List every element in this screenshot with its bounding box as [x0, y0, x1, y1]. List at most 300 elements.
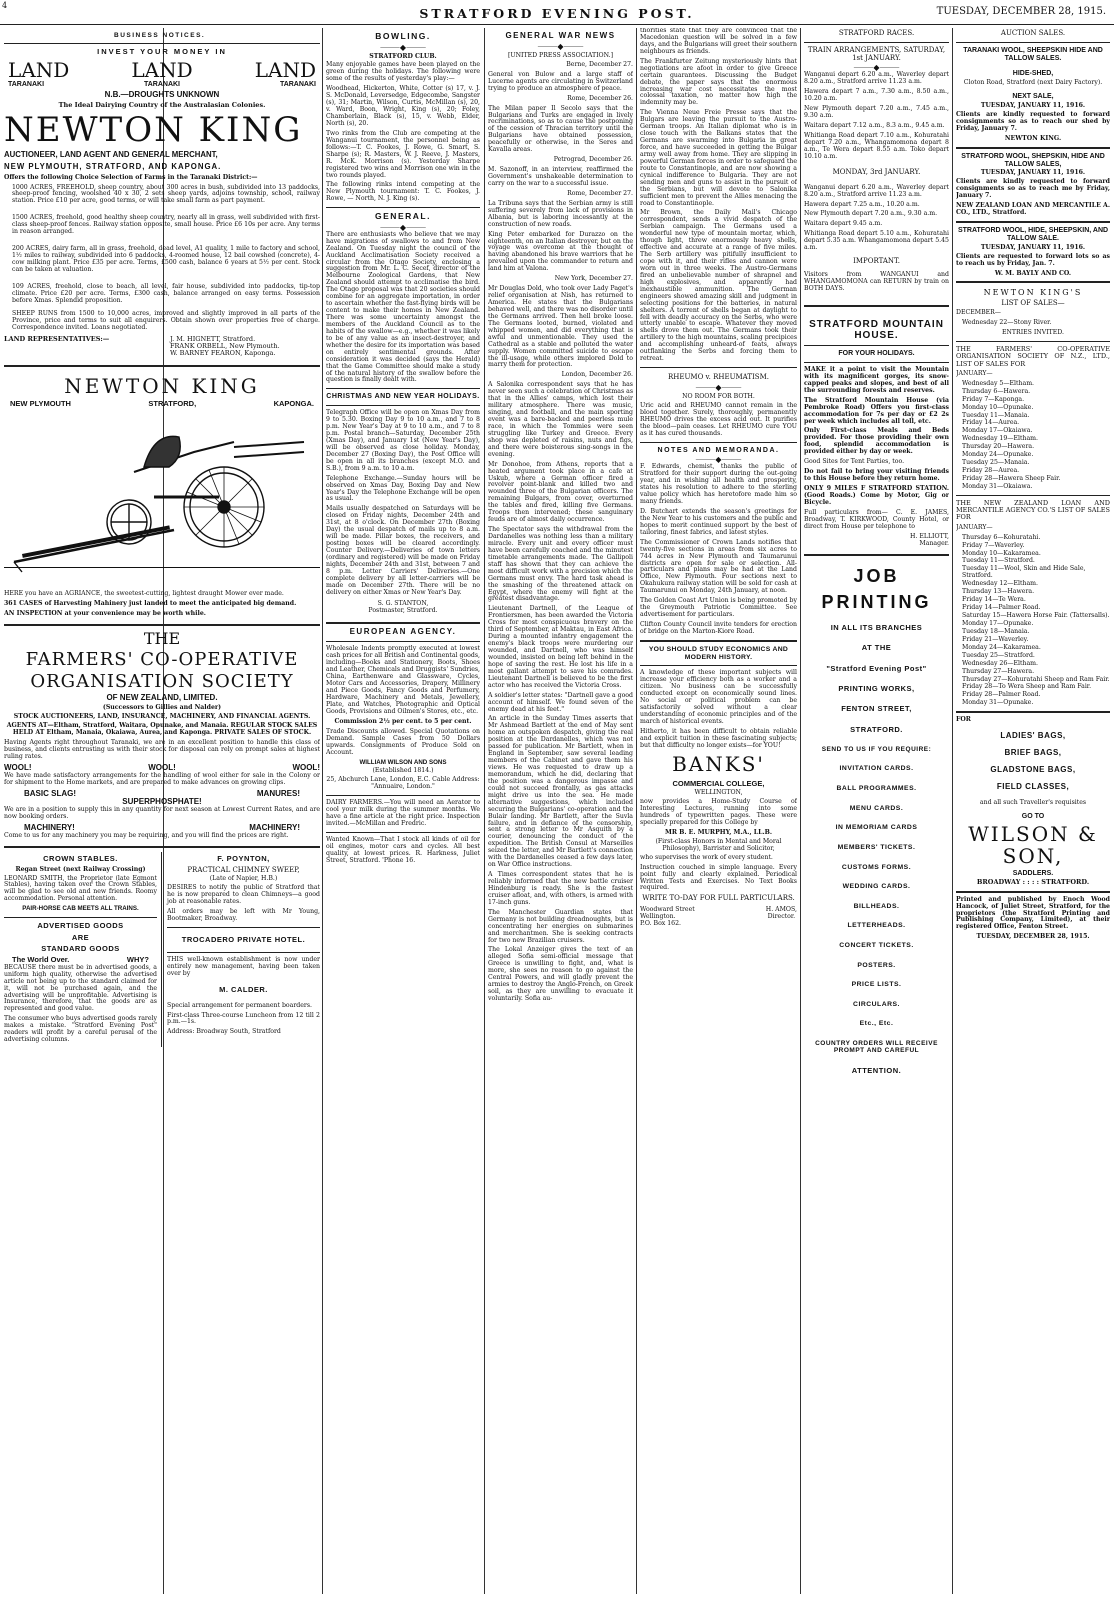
article-paragraph: Two rinks from the Club are competing at the Wanganui tournament, the personnel being as follows:—T. C. Fookes, J. Rowe, G. Smart, S. Sharpe (s); R. Masters, W. J. Reeve, J. Masters, R. McK. Morrison (s). Yesterday Sharpe registered two wins and Morrison one win in the two rounds played. [326, 129, 480, 179]
bowling-heading: BOWLING. [375, 31, 431, 41]
jp-item: BALL PROGRAMMES. [836, 785, 917, 793]
mower-illustration [4, 412, 320, 587]
jp-title: PRINTING [821, 591, 932, 612]
bottom-ads [4, 852, 320, 1047]
euro-text: Wholesale Indents promptly executed at lowest cash prices for all British and Continental goods, including—Books and Stationery, Boots, Shoes and Leather, Chemicals and Druggists' Sundries, China, Earthenware and Glassware, Cycles, Motor Cars and Accessories, Drapery, Millinery and Piece Goods, Fancy Goods and Perfumery, Hardware, Machinery and Metals, Jewellery, Plate, and Watches, Photographic and Optical Goods, Provisions and Oilmen's Stores, etc., etc. [326, 645, 480, 715]
sale-item: Friday 28—Palmer Road. [962, 691, 1041, 699]
nk-wed: Wednesday 22—Stony River. [962, 319, 1052, 327]
a3-title: STRATFORD WOOL, HIDE, SHEEPSKIN, AND TALLOW SALE. [957, 227, 1109, 242]
mh-text: Do not fail to bring your visiting friends to this House before they return home. [804, 468, 949, 483]
war-paragraph: M. Sazonoff, in an interview, reaffirmed the Government's unshakeable determination to carry on the war to a successful issue. [488, 166, 633, 187]
sign-line: H. ELLIOTT, [909, 532, 949, 540]
a3-text: Clients are requested to forward lots so as to reach us by Friday, Jan. 7. [956, 252, 1110, 267]
war-paragraph: A Salonika correspondent says that he has never seen such a celebration of Christmas as that in the Allies' camps, which lost their military atmosphere. There was music, singing, and football, and the main sporting event was a bare-backed and peerless mule race, in which the Tommies were seen struggling like Turkey and Greece. Every shop was depleted of raisins, nuts and figs, and there were boisterous sing-songs in the evening. [488, 381, 633, 458]
sale-item: Monday 10—Opunake. [962, 403, 1034, 411]
war-paragraph: A Times correspondent states that he is reliably informed that the new battle cruiser Hindenburg is ready. She is the fastest cruiser afloat, and, with others, is armed with 17-inch guns. [488, 871, 633, 906]
town: STRATFORD, [148, 398, 197, 408]
world-word: The World Over. [12, 955, 70, 965]
jp-item: WEDDING CARDS. [842, 883, 911, 891]
column-rule [800, 28, 801, 1594]
goods-tail: and all such Traveller's requisites [979, 799, 1087, 807]
farm-listing: SHEEP RUNS from 1500 to 10,000 acres, improved and slightly improved in all parts of the Province, price and terms to suit all enquirers. Obtain shown over properties free of charge. Correspondence invited. Loans negotiated. [12, 309, 320, 331]
important-text: Visitors from WANGANUI and WHANGAMOMONA can RETURN by train on BOTH DAYS. [804, 270, 949, 292]
land-row [4, 59, 320, 81]
a1-shed: HIDE-SHED, [1012, 70, 1054, 78]
sale-item: Monday 31—Opunake. [962, 699, 1034, 707]
why-word: WHY? [126, 955, 149, 965]
jp-item: LETTERHEADS. [847, 922, 906, 930]
towns: NEW PLYMOUTH, STRATFORD, AND KAPONGA. [4, 161, 222, 171]
sales-heading: AUCTION SALES. [1000, 29, 1066, 37]
train-line: New Plymouth depart 7.20 a.m., 9.30 a.m. [804, 210, 938, 218]
notes-paragraph: The Golden Coast Art Union is being promoted by the Greymouth Patriotic Committee. See advertisement for particulars. [640, 597, 797, 619]
important-heading: IMPORTANT. [853, 257, 900, 266]
crown-cab: PAIR-HORSE CAB MEETS ALL TRAINS. [22, 905, 139, 913]
war-paragraph: Mr Donohoe, from Athens, reports that a heated argument took place in a cafe at Uskub, where a German officer fired a revolver point-blank and killed two and wounded three of the Bulgarian officers. The remaining Bulgars, from cover, overturned the tables and fired, killing five Germans. Troops then intervened; these sanguinary feuds are of almost daily occurrence. [488, 460, 633, 524]
dairy-ad: DAIRY FARMERS.—You will need an Aerator to cool your milk during the summer months. We have a fine article at the right price. Inspection invited.—McMillan and Fredric. [326, 799, 480, 828]
sale-item: Tuesday 11—Wool, Skin and Hide Sale, Stratford. [962, 565, 1086, 580]
troc-title: TROCADERO PRIVATE HOTEL. [181, 935, 306, 945]
mh-text: Good Sites for Tent Parties, too. [804, 458, 905, 466]
euro-heading: EUROPEAN AGENCY. [349, 627, 457, 637]
troc-addr: Address: Broadway South, Stratford [167, 1028, 281, 1036]
nz-jan: JANUARY— [956, 523, 993, 531]
xmas-sign: S. G. STANTON, [377, 599, 429, 607]
troc-text2: Special arrangement for permanent boarders. [167, 1001, 313, 1009]
mach-head: MACHINERY! [24, 823, 75, 833]
column-3: GENERAL WAR NEWS ⸻◆⸻ [UNITED PRESS ASSOCIATION.] Berne, December 27. General von Bulow and a large staff of Lucerne agents are circulating in Switzerland trying to produce an atmosphere of peace. Rome, December 26. The Milan paper Il Secolo says that the Bulgarians and Turks are engaged in lively recriminations, so as to cause the postponing of the cession of Thracian territory until the Bulgarians have obtained possession, peacefully or otherwise, in the Seres and Kavalla areas. Petrograd, December 26. M. Sazonoff, in an interview, reaffirmed the Government's unshakeable determination to carry on the war to a successful issue. Rome, December 27. La Tribuna says that the Serbian army is still suffering severely from lack of provisions in Albania, but is laboring incessantly at the construction of new roads. King Peter embarked for Durazzo on the eighteenth, on an Italian destroyer, but on the voyage was overcome at the thought of having abandoned his brave warriors that he prevailed upon the commander to return and land him at Valona. New York, December 27. Mr Douglas Dold, who took over Lady Paget's relief organisation at Nish, has returned to America. He states that the Bulgarians behaved well, and there was no disorder until the Germans arrived. Then hell broke loose. The Germans looted, burned, violated and whipped women, and did everything that is awful and unmentionable. They used the Cathedral as a stable and polluted the water supply. Women committed suicide to escape the ill-usage, while others implored Dold to marry them for protection. London, December 26. A Salonika correspondent says that he has never seen such a celebration of Christmas as that in the Allies' camps, which lost their military atmosphere. There was music, singing, and football, and the main sporting event was a bare-backed and peerless mule race, in which the Tommies were seen struggling like Turkey and Greece. Every shop was depleted of raisins, nuts and figs, and there were boisterous sing-songs in the evening. Mr Donohoe, from Athens, reports that a heated argument took place in a cafe at Uskub, where a German officer fired a revolver point-blank and killed two and wounded three of the Bulgarian officers. The remaining Bulgars, from cover, overturned the tables and fired, killing five Germans. Troops then intervened; these sanguinary feuds are of almost daily occurrence. The Spectator says the withdrawal from the Dardanelles was nothing less than a military miracle. Every unit and every officer must have been carefully coached and the minutest timetable arrangements made. The Gallipoli staff has shown that they can achieve the most difficult work with a precision which the Germans must envy. The hard task ahead is the smashing of the threatened attack on Egypt, where the enemy will fight at the greatest disadvantage. Lieutenant Dartnell, of the League of Frontiersmen, has been awarded the Victoria Cross for most conspicuous bravery on the third of September, at Maktau, in East Africa. During a mounted infantry engagement the enemy's black troops were murdering our wounded, and Dartnell, who was himself wounded, insisted on being left behind in the hope of saving the rest. He lost his life in a most gallant attempt to save his comrades. Lieutenant Dartnell is believed to be the first actor who has received the Victoria Cross. A soldier's letter states: "Dartnell gave a good account of himself. We found seven of the enemy dead at his feet." An article in the Sunday Times asserts that Mr Ashmead Bartlett at the end of May sent home an outspoken despatch, giving the real position at the Dardanelles, which was not passed for publication. Mr Bartlett, when in England in September, saw several leading members of the Cabinet and gave them his views. He was requested to draw up a memorandum, which he did, declaring that the position was a dangerous impasse and could not succeed frontally, as gas attacks might drive us into the sea. He made alternative suggestions, which included securing the Bulgarians' co-operation and the Bulair landing. Mr Bartlett, after the Suvla failure, and in defiance of the censorship, sent a strong letter to Mr Asquith by a courier, denouncing the conduct of the expedition. The British Consul at Marseilles seized the letter, and Mr Bartlett's connection with the Dardanelles ceased a few days later, on War Office instructions. A Times correspondent states that he is reliably informed that the new battle cruiser Hindenburg is ready. She is the fastest cruiser afloat, and, with others, is armed with 17-inch guns. The Manchester Guardian states that Germany is not building dreadnoughts, but is concentrating her energies on submarines and merchantmen. She is seeking contracts for two new Brazilian cruisers. The Lokal Anzeiger gives the text of an alleged Sofia semi-official message that Greece is unwilling to fight, and, what is more, she sees no reason to go against the Central Powers, and will gladly prevent the armies to destroy the Anglo-French, on Greek soil, as they are unwilling to evacuate it voluntarily. Sofia au- [488, 31, 633, 1003]
offers: Offers the following Choice Selection of Farms in the Taranaki District:— [4, 173, 258, 181]
econ-heading: YOU SHOULD STUDY ECONOMICS AND MODERN HISTORY. [648, 645, 789, 661]
poynton-text: DESIRES to notify the public of Stratford that he is now prepared to clean Chimneys—a good job at reasonable rates. [167, 884, 320, 906]
column-6 [956, 28, 1110, 1594]
sale-item: Tuesday 25—Manaia. [962, 459, 1030, 467]
newton-king-title: NEWTON KING [4, 110, 303, 151]
sale-item: Tuesday 18—Manaia. [962, 627, 1030, 635]
train-line: Hawera depart 7 a.m., 7.30 a.m., 8.50 a.m., 10.20 a.m. [804, 88, 949, 103]
sale-item: Friday 21—Waverley. [962, 635, 1029, 643]
banks-sub: COMMERCIAL COLLEGE, [672, 778, 765, 788]
a1-addr: Cloton Road, Stratford (next Dairy Factory). [963, 79, 1103, 87]
banks-text2: who supervises the work of every student. [640, 853, 773, 861]
sale-item: Thursday 27—Hawera. [962, 667, 1035, 675]
adv-text: BECAUSE there must be in advertised goods, a uniform high quality, otherwise the advertised article not being up to the standard claimed for it, will not be purchased again, and the advertising will be unprofitable. Advertising is Insurance, therefore, that the goods are as represented and good value. [4, 963, 157, 1013]
page-number: 4 [2, 1, 8, 10]
dateline: Rome, December 26. [567, 94, 633, 102]
farmers-agents: AGENTS AT—Eltham, Stratford, Waitara, Opunake, and Manaia. REGULAR STOCK SALES HELD AT Eltham, Manaia, Okaiawa, Aurea, and Kaponga. PRIVATE SALES OF STOCK. [6, 721, 318, 736]
director-line: H. AMOS, [765, 906, 797, 914]
econ-text: A knowledge of these important subjects will increase your efficiency both as a worker and a citizen. No business can be successfully conducted except on economically sound lines. No social or political problem can be satisfactorily solved without a clear understanding of economic principles and of the march of historical events. [640, 669, 797, 725]
imprint-date: TUESDAY, DECEMBER 28, 1915. [976, 933, 1090, 941]
slag-head: BASIC SLAG! [24, 788, 76, 798]
euro-addr: 25, Abchurch Lane, London, E.C. Cable Address: "Annuaire, London." [326, 776, 480, 791]
farmers-title: FARMERS' CO-OPERATIVE [25, 648, 299, 670]
troc-name: M. CALDER. [219, 985, 268, 995]
jp-item: CUSTOMS FORMS. [841, 863, 912, 871]
war-paragraph: An article in the Sunday Times asserts that Mr Ashmead Bartlett at the end of May sent home an outspoken despatch, giving the real position at the Dardanelles, which was not passed for publication. Mr Bartlett, when in England in September, saw several leading members of the Cabinet and gave them his views. He was requested to draw up a memorandum, which he did, declaring that the position was a dangerous impasse and could not succeed frontally, as gas attacks might drive us into the sea. He made alternative suggestions, which included securing the Bulgarians' co-operation and the Bulair landing. Mr Bartlett, after the Suvla failure, and in defiance of the censorship, sent a strong letter to Mr Asquith by a courier, denouncing the conduct of the expedition. The British Consul at Marseilles seized the letter, and Mr Bartlett's connection with the Dardanelles ceased a few days later, on War Office instructions. [488, 715, 633, 869]
article-paragraph: Telegraph Office will be open on Xmas Day from 9 to 5.30. Boxing Day 9 to 10 a.m., and 7 to 8 p.m. New Year's Day at 9 to 10 a.m., and 7 to 8 p.m. Postal branch—Saturday, December 25th (Xmas Day), and January 1st (New Year's Day), will be observed as close holiday. Monday, December 27 (Boxing Day), the Post Office will be open in all its branches (except M.O. and S.B.), from 9 a.m. to 10 a.m. [326, 409, 480, 472]
jp-item: INVITATION CARDS. [839, 765, 914, 773]
slag-head: MANURES! [256, 788, 300, 798]
war-heading: GENERAL WAR NEWS [505, 31, 616, 40]
mh-title: STRATFORD MOUNTAIN [809, 318, 944, 330]
mh-text: The Stratford Mountain House (via Pembroke Road) Offers you first-class accommodation for 7s per day or £2 2s per week which includes all toll, etc. [804, 396, 949, 425]
article-paragraph: Woodhead, Hickerton, White, Cotter (s) 17, v. J. S. McDonald, Leversedge, Edgecombe, Sangster (s), 31; Martin, Wilson, Curtis, McMillan (s), 20, v. Ward, Boon, Wright, King (s), 20; Foley, Chamberlain, Black (s), 15, v. Webb, Elder, North (s), 20. [326, 85, 480, 127]
banks-addr [640, 907, 695, 928]
land-word: LAND [8, 57, 70, 82]
mach-text: Come to us for any machinery you may be requiring, and you will find the prices are right. [4, 832, 289, 840]
sale-item: Tuesday 25—Stratford. [962, 651, 1035, 659]
wanted-ad: Wanted Known—That I stock all kinds of oil for oil engines, motor cars and cycles. All best quality, at lowest prices. R. Harkness, Juliet Street, Stratford. 'Phone 16. [326, 836, 480, 864]
train-line: Hawera depart 7.25 a.m., 10.20 a.m. [804, 200, 920, 208]
war-paragraph: The Vienna Neue Freie Presse says that the Bulgars are leaving the pursuit to the Austro-German troops. An Italian diplomat who is in close touch with the Balkans states that the Germans are swarming into Bulgaria in great force, and have succeeded in getting the Bulgar army well away from home. They are slipping in powerful German forces in order to safeguard the route to Constantinople, and are now showing a cynical indifference to Bulgaria. They are not sending men and guns to assist in the pursuit of the Serbians, but will devote to Salonika sufficient men to prevent the Allies menacing the road to Constantinople. [640, 109, 797, 207]
director-line: Director. [767, 913, 796, 921]
wilson-title: WILSON & [968, 821, 1098, 846]
invest-line: INVEST YOUR MONEY IN [97, 47, 227, 57]
goods-item: GLADSTONE BAGS, [990, 765, 1076, 775]
sale-item: Wednesday 5—Eltham. [962, 379, 1035, 387]
sale-item: Monday 10—Kakaramea. [962, 549, 1041, 557]
poynton-late: (Late of Napier, H.B.) [209, 875, 278, 883]
sale-item: Monday 17—Okaiawa. [962, 427, 1033, 435]
banks-city: WELLINGTON, [694, 789, 743, 797]
banks-name: MR B. E. MURPHY, M.A., LL.B. [664, 828, 773, 836]
a2-sign: NEW ZEALAND LOAN AND MERCANTILE A. CO., LTD., Stratford. [956, 202, 1110, 217]
jp-item: IN MEMORIAM CARDS [835, 824, 918, 832]
mh-sign [804, 534, 949, 548]
fc-title: THE FARMERS' CO-OPERATIVE ORGANISATION SOCIETY OF N.Z., LTD., LIST OF SALES FOR [956, 345, 1110, 368]
war-paragraph: General von Bulow and a large staff of Lucerne agents are circulating in Switzerland trying to produce an atmosphere of peace. [488, 70, 633, 92]
sale-item: Thursday 20—Hawera. [962, 443, 1035, 451]
train-line: Whitianga Road depart 7.10 a.m., Kohuratahi depart 7.20 a.m., Whangamomona depart 8 a.m., Te Wera depart 8.55 a.m. Toko depart 10.10 a.m. [804, 132, 949, 160]
masthead [0, 0, 1114, 25]
wool-head: WOOL! [292, 762, 320, 772]
for-label: FOR [956, 716, 971, 724]
sign-line: Manager. [919, 539, 949, 547]
train-heading: TRAIN ARRANGEMENTS, SATURDAY, 1st JANUARY. [807, 45, 946, 62]
fc-jan: JANUARY— [956, 369, 993, 377]
a2-date: TUESDAY, JANUARY 11, 1916. [980, 169, 1086, 177]
occupation: AUCTIONEER, LAND AGENT AND GENERAL MERCHANT, [4, 150, 218, 160]
sale-item: Saturday 15—Hawera Horse Fair. (Tattersalls). [962, 612, 1110, 620]
dateline: Petrograd, December 26. [553, 156, 633, 164]
poynton-text2: All orders may be left with Mr Young, Bootmaker, Broadway. [167, 908, 320, 923]
monday-heading: MONDAY, 3rd JANUARY. [832, 167, 921, 176]
farmers-the: THE [143, 628, 181, 648]
reps-label: LAND REPRESENTATIVES:— [4, 334, 110, 343]
a1-title: TARANAKI WOOL, SHEEPSKIN HIDE AND TALLOW SALES. [963, 46, 1103, 62]
rep-name: J. M. HIGNETT, Stratford. [170, 334, 256, 343]
xmas-heading: CHRISTMAS AND NEW YEAR HOLIDAYS. [326, 393, 480, 401]
mh-text: Only First-class Meals and Beds provided. For those providing their own food, splendid accommodation is provided either by day or week. [804, 427, 949, 456]
dateline: New York, December 27. [554, 275, 633, 283]
general-heading: GENERAL. [375, 211, 431, 222]
taranaki-word: TARANAKI [143, 81, 181, 89]
crown-text: LEONARD SMITH, the Proprietor (late Egmont Stables), having taken over the Crown Stables, will be glad to see old and new friends. Roomy accommodation. Personal attention. [4, 874, 157, 903]
train-line: Wanganui depart 6.20 a.m., Waverley depart 8.20 a.m., Stratford arrive 11.23 a.m. [804, 183, 949, 198]
goods-item: FIELD CLASSES, [996, 782, 1070, 792]
crown-title: CROWN STABLES. [43, 854, 118, 864]
sale-item: Friday 28—Hawera Sheep Fair. [962, 475, 1061, 483]
banks-director [766, 907, 797, 928]
column-1 [4, 28, 320, 1594]
sale-item: Thursday 27—Kohuratahi Sheep and Ram Fair. [962, 675, 1110, 683]
bottom-right-ads [162, 852, 320, 1047]
sale-item: Wednesday 12—Eltham. [962, 580, 1038, 588]
broadway: BROADWAY : : : : STRATFORD. [976, 878, 1090, 887]
a3-date: TUESDAY, JANUARY 11, 1916. [980, 243, 1086, 251]
notes-paragraph: D. Butchart extends the season's greetings for the New Year to his customers and the public and hopes to merit continued support by the best of tailoring, finest fabrics, and latest styles. [640, 507, 797, 536]
nz-title: THE NEW ZEALAND LOAN AND MERCANTILE AGENCY CO.'S LIST OF SALES FOR [956, 498, 1110, 522]
mh-title: HOUSE. [854, 329, 899, 341]
jp-branches: IN ALL ITS BRANCHES [830, 622, 923, 632]
xmas-sign: Postmaster, Stratford. [368, 606, 438, 614]
adv-std: STANDARD GOODS [41, 943, 120, 953]
bottom-left-ads [4, 852, 162, 1047]
troc-text3: First-class Three-course Luncheon from 12 till 2 p.m.—1s. [167, 1011, 320, 1026]
taranaki-word: TARANAKI [8, 81, 45, 89]
wool-text: We have made satisfactory arrangements for the handling of wool either for sale in the Colony or for shipment to the Home markets, and are prepared to make advances on growing clips. [4, 771, 320, 786]
jp-list [804, 765, 949, 1028]
saddlers: SADDLERS. [1012, 869, 1054, 877]
jp-town: STRATFORD. [850, 724, 903, 734]
taranaki-row [4, 81, 320, 89]
sale-item: Monday 24—Opunake. [962, 451, 1034, 459]
a1-next: NEXT SALE, [1012, 93, 1054, 101]
article-paragraph: Telephone Exchange.—Sunday hours will be observed on Xmas Day, Boxing Day and New Year's Day the Telephone Exchange will be open as usual. [326, 474, 480, 503]
rep-name: W. BARNEY FEARON, Kaponga. [170, 349, 276, 358]
jp-attention: ATTENTION. [851, 1065, 902, 1075]
jp-item: CONCERT TICKETS. [839, 941, 914, 949]
crown-addr: Regan Street (next Railway Crossing) [15, 865, 146, 873]
town: KAPONGA. [273, 398, 314, 408]
adv-title: ARE [71, 932, 90, 942]
sale-item: Friday 7—Waverley. [962, 541, 1025, 549]
reps-list [170, 336, 320, 358]
a2-title: STRATFORD WOOL, SHEPSKIN, HIDE AND TALLOW SALES, [961, 152, 1105, 168]
war-paragraph: La Tribuna says that the Serbian army is still suffering severely from lack of provisions in Albania, but is laboring incessantly at the construction of new roads. [488, 199, 633, 228]
harvest-text: 361 CASES of Harvesting Mahinery just landed to meet the anticipated big demand. [4, 600, 297, 608]
column-rule [484, 28, 485, 1594]
poynton-title: F. POYNTON, [217, 854, 270, 864]
sale-item: Friday 14—Aurea. [962, 419, 1020, 427]
sale-item: Friday 14—Te Wera. [962, 596, 1026, 604]
train-line: New Plymouth depart 7.20 a.m., 7.45 a.m., 9.30 a.m. [804, 105, 949, 120]
addr-line: P.O. Box 162. [640, 920, 682, 928]
sale-item: Friday 28—To Wera Sheep and Ram Fair. [962, 683, 1092, 691]
races-heading: STRATFORD RACES. [838, 29, 915, 37]
taranaki-word: TARANAKI [279, 81, 316, 89]
sale-item: Monday 17—Opunake. [962, 619, 1034, 627]
addr-line: Wellington. [640, 913, 676, 921]
dateline: London, December 26. [561, 371, 633, 379]
poynton-sub: PRACTICAL CHIMNEY SWEEP, [187, 865, 300, 874]
econ-text: Hitherto, it has been difficult to obtain reliable and explicit tuition in these fascinating subjects; but that difficulty no longer exists—for YOU! [640, 727, 797, 749]
war-press: [UNITED PRESS ASSOCIATION.] [508, 51, 613, 59]
banks-text3: Instruction couched in simple language. Every point fully and clearly explained. Periodical Written Tests and Exercises. No Text Books required. [640, 863, 797, 892]
a1-sign: NEWTON KING. [1004, 134, 1062, 142]
jp-street: FENTON STREET, [841, 704, 912, 714]
banks-text: now provides a Home-Study Course of Interesting Lectures, running into some hundreds of typewritten pages. These were specially prepared for this College by [640, 798, 797, 826]
euro-est: (Established 1814.) [372, 767, 434, 775]
notes-paragraph: The Commissioner of Crown Lands notifies that twenty-five sections in areas from six acres to 744 acres in New Plymouth and Taumarunui districts are open for sale or selection. All-particulars and plans may be had at the Land Office, New Plymouth. Four sections next to Okahukura railway station will be sold for cash at Taumarunui on Monday, 24th January, at noon. [640, 538, 797, 595]
nk-entries: ENTRIES INVITED. [1001, 329, 1064, 337]
sale-item: Wednesday 26—Eltham. [962, 659, 1038, 667]
representatives [4, 336, 320, 358]
issue-date: TUESDAY, DECEMBER 28, 1915. [936, 6, 1106, 17]
farm-listing: 109 ACRES, freehold, close to beach, all level, fair house, subdivided into paddocks, tip-top climate. Price £20 per acre. Terms, £300 cash, balance arranged on easy terms. Possession before Xmas. Splendid proposition. [12, 282, 320, 304]
inspection-text: AN INSPECTION at your convenience may be worth while. [4, 610, 206, 617]
sale-item: Wednesday 19—Eltham. [962, 435, 1038, 443]
a3-sign: W. M. BAYLY AND CO. [994, 269, 1072, 277]
war-paragraph: thorities state that they are convinced that the Macedonian question will be solved in a few days, and the Bulgarians will greet their southern neighbours as friends. [640, 28, 797, 55]
war-paragraph: The Milan paper Il Secolo says that the Bulgarians and Turks are engaged in lively recriminations, so as to cause the postponing of the cession of Thracian territory until the Bulgarians have obtained possession, peacefully or otherwise, in the Seres and Kavalla areas. [488, 104, 633, 154]
addr-line: Woodward Street [640, 906, 695, 914]
train-line: Wanganui depart 6.20 a.m., Waverley depart 8.20 a.m., Stratford arrive 11.23 a.m. [804, 71, 949, 86]
farmers-title: ORGANISATION SOCIETY [30, 671, 294, 692]
jp-works: PRINTING WORKS, [838, 684, 915, 694]
mh-text: ONLY 9 MILES F STRATFORD STATION. (Good Roads.) Come by Motor, Gig or Bicycle. [804, 485, 949, 506]
sale-item: Tuesday 11—Manaia. [962, 411, 1030, 419]
euro-trade: Trade Discounts allowed. Special Quotations on Demand. Sample Cases from 50 Dollars upwards. Consignments of Produce Sold on Account. [326, 727, 480, 756]
sale-item: Tuesday 11—Stratford. [962, 557, 1035, 565]
ad-towns [4, 400, 320, 408]
column-rule [322, 28, 323, 1594]
dateline: Rome, December 27. [567, 189, 633, 197]
sale-item: Monday 31—Okaiawa. [962, 482, 1033, 490]
column-4: thorities state that they are convinced that the Macedonian question will be solved in a few days, and the Bulgarians will greet their southern neighbours as friends. The Frankfurter Zeitung mysteriously hints that negotiations are afoot in order to give Greece certain guarantees. Discussing the Budget debate, the paper says that the enormous increasing war cost necessitates the most colossal taxation, no matter how high the indemnity may be. The Vienna Neue Freie Presse says that the Bulgars are leaving the pursuit to the Austro-German troops. An Italian diplomat who is in close touch with the Balkans states that the Germans are swarming into Bulgaria in great force, and have succeeded in getting the Bulgar army well away from home. They are slipping in powerful German forces in order to safeguard the route to Constantinople, and are now showing a cynical indifference to Bulgaria. They are not sending men and guns to assist in the pursuit of the Serbians, but will devote to Salonika sufficient men to prevent the Allies menacing the road to Constantinople. Mr Brown, the Daily Mail's Chicago correspondent, sends a vivid despatch of the Serbian campaign. The Germans used a wonderful new type of mountain mortar, which, though light, threw enormously heavy shells, effective and accurate at a range of five miles. The Serb artillery was pitifully insufficient to cope with it, and their rifles and cannon were worn out in three weeks. The Austro-Germans fired an unbelievable number of shrapnel and high explosives, and apparently had inexhaustible ammunition. The German engineers showed amazing skill and judgment in selecting positions for the batteries, in natural shelters. A torrent of shells began at daylight to fell with deadly accuracy on the Serbs, who were utterly unable to escape. Whatever they moved shells drove them out. The Germans took their artillery to the high mountains, scaling precipices and accomplishing unheard-of feats, always outflanking the Serbs and forcing them to retreat. RHEUMO v. RHEUMATISM. ⸻◆⸻ NO ROOM FOR BOTH. Uric acid and RHEUMO cannot remain in the blood together. Surely, thoroughly, permanently RHEUMO drives the excess acid out. It purifies the blood—pain ceases. Let RHEUMO cure YOU as it has cured thousands. NOTES AND MEMORANDA. ⸻◆⸻ F. Edwards, chemist, thanks the public of Stratford for their support during the out-going year, and in wishing all health and prosperity, states his resolution to adhere to the sterling value policy which has heretofore made him so many friends. D. Butchart extends the season's greetings for the New Year to his customers and the public and hopes to merit continued support by the best of tailoring, finest fabrics, and latest styles. The Commissioner of Crown Lands notifies that twenty-five sections in areas from six acres to 744 acres in New Plymouth and Taumarunui districts are open for sale or selection. All-particulars and plans may be had at the Land Office, New Plymouth. Four sections next to Okahukura railway station will be sold for cash at Taumarunui on Monday, 24th January, at noon. The Golden Coast Art Union is being promoted by the Greymouth Patriotic Committee. See advertisement for particulars. Clifton County Council invite tenders for erection of bridge on the Marton-Kiore Road. YOU SHOULD STUDY ECONOMICS AND MODERN HISTORY. A knowledge of these important subjects will increase your efficiency both as a worker and a citizen. No business can be successfully conducted except on economically sound lines. No social or political problem can be satisfactorily solved without a clear understanding of economic principles and of the march of historical events. Hitherto, it has been difficult to obtain reliable and explicit tuition in these fascinating subjects; but that difficulty no longer exists—for YOU! BANKS' COMMERCIAL COLLEGE, WELLINGTON, now provides a Home-Study Course of Interesting Lectures, running into some hundreds of typewritten pages. These were specially prepared for this College by MR B. E. MURPHY, M.A., LL.B. (First-class Honors in Mental and Moral Philosophy), Barrister and Solicitor, who supervises the work of every student. Instruction couched in simple language. Every point fully and clearly explained. Periodical Written Tests and Exercises. No Text Books required. WRITE TO-DAY FOR FULL PARTICULARS. Woodward Street Wellington. P.O. Box 162. H. AMOS, Director. [640, 28, 797, 928]
jp-post: "Stratford Evening Post" [826, 663, 927, 673]
article-paragraph: There are enthusiasts who believe that we may have migrations of swallows to and from New Zealand. On Tuesday night the council of the Auckland Acclimatisation Society received a circular from the Otago Society, enclosing a suggestion from Mr. L. C. Secef, director of the Melbourne Zoological Gardens, that New Zealand should attempt to acclimatise the bird. The Otago proposal was that 20 societies should combine for an aggregate importation, in order to ascertain whether the fast-flying birds will be content to make their homes in New Zealand. There was some uncertainty amongst the members of the Auckland Council as to the habits of the swallow—e.g., whether it was likely to be of any value as an insect-destroyer, and whether the desire for its importation was based on entirely sentimental grounds. After consideration it was decided (says the Herald) that the Game Committee should make a study of the natural history of the swallow before the question is finally dealt with. [326, 230, 480, 384]
rep-name: FRANK ORBELL, New Plymouth. [170, 341, 280, 350]
nk-title: NEWTON KING'S [983, 288, 1083, 298]
ideal-line: The Ideal Dairying Country of the Australasian Colonies. [58, 100, 266, 109]
euro-comm: Commission 2½ per cent. to 5 per cent. [334, 717, 472, 725]
jp-send: SEND TO US IF YOU REQUIRE: [821, 746, 932, 754]
jp-item: MEMBERS' TICKETS. [837, 843, 916, 851]
jp-at: AT THE [861, 643, 892, 653]
newton-king-ad: NEWTON KING [64, 374, 260, 399]
column-2: BOWLING. ⸻◆⸻ STRATFORD CLUB. Many enjoyable games have been played on the green during the holidays. The following were some of the results of yesterday's play:— Woodhead, Hickerton, White, Cotter (s) 17, v. J. S. McDonald, Leversedge, Edgecombe, Sangster (s), 31; Martin, Wilson, Curtis, McMillan (s), 20, v. Ward, Boon, Wright, King (s), 20; Foley, Chamberlain, Black (s), 15, v. Webb, Elder, North (s), 20. Two rinks from the Club are competing at the Wanganui tournament, the personnel being as follows:—T. C. Fookes, J. Rowe, G. Smart, S. Sharpe (s); R. Masters, W. J. Reeve, J. Masters, R. McK. Morrison (s). Yesterday Sharpe registered two wins and Morrison one win in the two rounds played. The following rinks intend competing at the New Plymouth tournament: T. C. Fookes, J. Rowe, — North, N. J. King (s). GENERAL. ⸻◆⸻ There are enthusiasts who believe that we may have migrations of swallows to and from New Zealand. On Tuesday night the council of the Auckland Acclimatisation Society received a circular from the Otago Society, enclosing a suggestion from Mr. L. C. Secef, director of the Melbourne Zoological Gardens, that New Zealand should attempt to acclimatise the bird. The Otago proposal was that 20 societies should combine for an aggregate importation, in order to ascertain whether the fast-flying birds will be content to make their homes in New Zealand. There was some uncertainty amongst the members of the Auckland Council as to the habits of the swallow—e.g., whether it was likely to be of any value as an insect-destroyer, and whether the desire for its importation was based on entirely sentimental grounds. After consideration it was decided (says the Herald) that the Game Committee should make a study of the natural history of the swallow before the question is finally dealt with. CHRISTMAS AND NEW YEAR HOLIDAYS. Telegraph Office will be open on Xmas Day from 9 to 5.30. Boxing Day 9 to 10 a.m., and 7 to 8 p.m. New Year's Day at 9 to 10 a.m., and 7 to 8 p.m. Postal branch—Saturday, December 25th (Xmas Day), and January 1st (New Year's Day), will be observed as close holiday. Monday, December 27 (Boxing Day), the Post Office will be open in all its branches (except M.O. and S.B.), from 9 a.m. to 10 a.m. Telephone Exchange.—Sunday hours will be observed on Xmas Day, Boxing Day and New Year's Day the Telephone Exchange will be open as usual. Mails usually despatched on Saturdays will be closed on Friday nights, December 24th and 31st, at 8 o'clock. On December 27th (Boxing Day) the usual despatch of mails up to 8 a.m. will be made. Pillar boxes, the receivers, and posting boxes will be cleared accordingly. Counter Delivery.—Deliveries of town letters (ordinary and registered) will be made on Friday nights, December 24th and 31st, between 7 and 8 p.m. Letter Carriers' Deliveries.—One complete delivery by all letter-carriers will be made on December 27th. There will be no delivery on either Xmas or New Year's Day. S. G. STANTON, Postmaster, Stratford. EUROPEAN AGENCY. Wholesale Indents promptly executed at lowest cash prices for all British and Continental goods, including—Books and Stationery, Boots, Shoes and Leather, Chemicals and Druggists' Sundries, China, Earthenware and Glassware, Cycles, Motor Cars and Accessories, Drapery, Millinery and Piece Goods, Fancy Goods and Perfumery, Hardware, Machinery and Metals, Jewellery, Plate, and Watches, Photographic and Optical Goods, Provisions and Oilmen's Stores, etc., etc. Commission 2½ per cent. to 5 per cent. Trade Discounts allowed. Special Quotations on Demand. Sample Cases from 50 Dollars upwards. Consignments of Produce Sold on Account. WILLIAM WILSON AND SONS (Established 1814.) 25, Abchurch Lane, London, E.C. Cable Address: "Annuaire, London." DAIRY FARMERS.—You will need an Aerator to cool your milk during the summer months. We have a fine article at the right price. Inspection invited.—McMillan and Fredric. Wanted Known—That I stock all kinds of oil for oil engines, motor cars and cycles. All best quality, at lowest prices. R. Harkness, Juliet Street, Stratford. 'Phone 16. [326, 31, 480, 864]
war-paragraph: A soldier's letter states: "Dartnell gave a good account of himself. We found seven of the enemy dead at his feet." [488, 691, 633, 713]
dateline: Berne, December 27. [566, 60, 633, 68]
bowling-sub: STRATFORD CLUB. [369, 52, 437, 60]
mower-text: HERE you have an AGRIANCE, the sweetest-cutting, lightest draught Mower ever made. [4, 590, 284, 598]
adv-text2: The consumer who buys advertised goods rarely makes a mistake. "Stratford Evening Post" readers will profit by a careful perusal of the advertising columns. [4, 1015, 157, 1044]
rheumo-heading: RHEUMO v. RHEUMATISM. [668, 373, 769, 382]
rheumo-text: Uric acid and RHEUMO cannot remain in the blood together. Surely, thoroughly, permanently RHEUMO drives the excess acid out. It purifies the blood—pain ceases. Let RHEUMO cure YOU as it has cured thousands. [640, 401, 797, 437]
wool-head: WOOL! [148, 762, 176, 772]
mh-text: Full particulars from— C. E. JAMES, Broadway, T. KIRKWOOD, County Hotel, or direct from House per telephone to [804, 508, 949, 530]
column-5: STRATFORD RACES. TRAIN ARRANGEMENTS, SATURDAY, 1st JANUARY. ⸻◆⸻ Wanganui depart 6.20 a.m., Waverley depart 8.20 a.m., Stratford arrive 11.23 a.m. Hawera depart 7 a.m., 7.30 a.m., 8.50 a.m., 10.20 a.m. New Plymouth depart 7.20 a.m., 7.45 a.m., 9.30 a.m. Waitara depart 7.12 a.m., 8.3 a.m., 9.45 a.m. Whitianga Road depart 7.10 a.m., Kohuratahi depart 7.20 a.m., Whangamomona depart 8 a.m., Te Wera depart 8.55 a.m. Toko depart 10.10 a.m. MONDAY, 3rd JANUARY. Wanganui depart 6.20 a.m., Waverley depart 8.20 a.m., Stratford arrive 11.23 a.m. Hawera depart 7.25 a.m., 10.20 a.m. New Plymouth depart 7.20 a.m., 9.30 a.m. Waitara depart 9.45 a.m. Whitianga Road depart 5.10 a.m., Kohuratahi depart 5.35 a.m. Whangamomona depart 5.45 a.m. IMPORTANT. Visitors from WANGANUI and WHANGAMOMONA can RETURN by train on BOTH DAYS. STRATFORD MOUNTAIN HOUSE. FOR YOUR HOLIDAYS. MAKE it a point to visit the Mountain with its magnificent gorges, its snow-capped peaks and slopes, and best of all the surrounding forests and reserves. The Stratford Mountain House (via Pembroke Road) Offers you first-class accommodation for 7s per day or £2 2s per week which includes all toll, etc. Only First-class Meals and Beds provided. For those providing their own food, splendid accommodation is provided either by day or week. Good Sites for Tent Parties, too. Do not fail to bring your visiting friends to this House before they return home. ONLY 9 MILES F STRATFORD STATION. (Good Roads.) Come by Motor, Gig or Bicycle. Full particulars from— C. E. JAMES, Broadway, T. KIRKWOOD, County Hotel, or direct from House per telephone to H. ELLIOTT, Manager. JOB PRINTING IN ALL ITS BRANCHES AT THE "Stratford Evening Post" PRINTING WORKS, FENTON STREET, STRATFORD. SEND TO US IF YOU REQUIRE: INVITATION CARDS. BALL PROGRAMMES. MENU CARDS. IN MEMORIAM CARDS MEMBERS' TICKETS. CUSTOMS FORMS. WEDDING CARDS. BILLHEADS. LETTERHEADS. CONCERT TICKETS. POSTERS. PRICE LISTS. CIRCULARS. Etc., Etc. COUNTRY ORDERS WILL RECEIVE PROMPT AND CAREFUL ATTENTION. [804, 29, 949, 1075]
sale-item: Thursday 6—Hawera. [962, 387, 1031, 395]
droughts-line: N.B.—DROUGHTS UNKNOWN [104, 89, 220, 99]
troc-text: THIS well-known establishment is now under entirely new management, having been taken over by [167, 956, 320, 978]
section-heading: BUSINESS NOTICES. [114, 32, 206, 39]
war-paragraph: The Manchester Guardian states that Germany is not building dreadnoughts, but is concentrating her energies on submarines and merchantmen. She is seeking contracts for two new Brazilian cruisers. [488, 908, 633, 944]
fc-list [956, 381, 1110, 491]
goods-item: LADIES' BAGS, [1000, 731, 1066, 741]
super-head: SUPERPHOSPHATE! [122, 797, 202, 807]
farmers-text: Having Agents right throughout Taranaki, we are in an excellent position to handle this class of business, and clients entrusting us with their stock for disposal can rely on prompt sales at highest ruling rates. [4, 738, 320, 760]
war-paragraph: King Peter embarked for Durazzo on the eighteenth, on an Italian destroyer, but on the voyage was overcome at the thought of having abandoned his brave warriors that he prevailed upon the commander to return and land him at Valona. [488, 230, 633, 273]
son-title: SON, [1002, 844, 1064, 869]
war-paragraph: The Lokal Anzeiger gives the text of an alleged Sofia semi-official message that Greece is unwilling to fight, and, what is more, she sees no reason to go against the Central Powers, and will gladly prevent the armies to destroy the Anglo-French, on Greek soil, as they are unwilling to evacuate it voluntarily. Sofia au- [488, 946, 633, 1003]
sale-item: Friday 28—Aurea. [962, 467, 1020, 475]
sale-item: Monday 24—Kakaramea. [962, 643, 1041, 651]
jp-item: CIRCULARS. [853, 1000, 900, 1008]
newspaper-title: STRATFORD EVENING POST. [419, 6, 695, 21]
war-paragraph: Mr Douglas Dold, who took over Lady Paget's relief organisation at Nish, has returned to America. He states that the Bulgarians behaved well, and there was no disorder until the Germans arrived. Then hell broke loose. The Germans looted, burned, violated and whipped women, and did everything that is awful and unmentionable. They used the Cathedral as a stable and polluted the water supply. Women committed suicide to escape the ill-usage, while others implored Dold to marry them for protection. [488, 285, 633, 369]
land-word: LAND [131, 57, 193, 82]
jp-item: PRICE LISTS. [851, 981, 902, 989]
article-paragraph: Many enjoyable games have been played on the green during the holidays. The following were some of the results of yesterday's play:— [326, 61, 480, 83]
jp-item: MENU CARDS. [849, 804, 904, 812]
column-rule [636, 28, 637, 1594]
nk-list: LIST OF SALES— [1001, 299, 1065, 308]
farm-listing: 1000 ACRES, FREEHOLD, sheep country, about 300 acres in bush, subdivided into 13 paddocks, sheep-proof fencing, woolshed 40 x 30, 2 sets sheep yards, adjoins township, school, railway station. Price £10 per acre, good terms, or will take small farm as part payment. [12, 183, 320, 205]
train-line: Waitara depart 9.45 a.m. [804, 220, 883, 228]
wool-head: WOOL! [4, 762, 32, 772]
sale-item: Friday 7—Kaponga. [962, 395, 1025, 403]
imprint: Printed and published by Enoch Wood Hancock, of Juliet Street, Stratford, for the proprietors (the Stratford Printing and Publishing Company, Limited), at their registered Office, Fenton Street. [956, 895, 1110, 931]
a1-date: TUESDAY, JANUARY 11, 1916. [980, 102, 1086, 110]
farm-listing: 1500 ACRES, freehold, good healthy sheep country, nearly all in grass, well subdivided with first-class sheep-proof fences. Railway station opposite, small house. Price £6 10s per acre. Any terms in reason arranged. [12, 214, 320, 236]
a1-text: Clients are kindly requested to forward consignments so as to reach our shed by Friday, January 7. [956, 111, 1110, 132]
farmers-of: OF NEW ZEALAND, LIMITED. [106, 693, 218, 703]
sale-item: Thursday 13—Hawera. [962, 588, 1035, 596]
jp-item: BILLHEADS. [853, 902, 900, 910]
banks-footer [640, 907, 797, 928]
banks-cred: (First-class Honors in Mental and Moral Philosophy), Barrister and Solicitor, [655, 837, 782, 852]
mh-sub: FOR YOUR HOLIDAYS. [838, 350, 915, 358]
sale-item: Friday 14—Palmer Road. [962, 604, 1041, 612]
land-word: LAND [254, 57, 316, 82]
mach-head: MACHINERY! [249, 823, 300, 833]
article-paragraph: The following rinks intend competing at the New Plymouth tournament: T. C. Fookes, J. Rowe, — North, N. J. King (s). [326, 181, 480, 203]
goods-item: BRIEF BAGS, [1004, 748, 1062, 758]
nz-list [956, 535, 1110, 708]
rheumo-sub: NO ROOM FOR BOTH. [682, 392, 755, 400]
banks-write: WRITE TO-DAY FOR FULL PARTICULARS. [642, 894, 795, 903]
train-line: Whitianga Road depart 5.10 a.m., Kohuratahi depart 5.35 a.m. Whangamomona depart 5.45 a.m. [804, 230, 949, 252]
adv-title: ADVERTISED GOODS [37, 921, 124, 931]
nk-dec: DECEMBER— [956, 309, 1001, 317]
jp-title: JOB [853, 565, 900, 586]
jp-item: POSTERS. [857, 961, 896, 969]
war-paragraph: Mr Brown, the Daily Mail's Chicago correspondent, sends a vivid despatch of the Serbian campaign. The Germans used a wonderful new type of mountain mortar, which, though light, threw enormously heavy shells, effective and accurate at a range of five miles. The Serb artillery was pitifully insufficient to cope with it, and their rifles and cannon were worn out in three weeks. The Austro-Germans fired an unbelievable number of shrapnel and high explosives, and apparently had inexhaustible ammunition. The German engineers showed amazing skill and judgment in selecting positions for the batteries, in natural shelters. A torrent of shells began at daylight to fell with deadly accuracy on the Serbs, who were utterly unable to escape. Whatever they moved shells drove them out. The Germans took their artillery to the high mountains, scaling precipices and accomplishing unheard-of feats, always outflanking the Serbs and forcing them to retreat. [640, 209, 797, 363]
notes-paragraph: F. Edwards, chemist, thanks the public of Stratford for their support during the out-going year, and in wishing all health and prosperity, states his resolution to adhere to the sterling value policy which has heretofore made him so many friends. [640, 463, 797, 506]
war-paragraph: The Frankfurter Zeitung mysteriously hints that negotiations are afoot in order to give Greece certain guarantees. Discussing the Budget debate, the paper says that the enormous increasing war cost necessitates the most colossal taxation, no matter how high the indemnity may be. [640, 57, 797, 107]
farmers-stock: STOCK AUCTIONEERS, LAND, INSURANCE, MACHINERY, AND FINANCIAL AGENTS. [13, 713, 311, 721]
sale-item: Thursday 6—Kohuratahi. [962, 533, 1041, 541]
notes-paragraph: Clifton County Council invite tenders for erection of bridge on the Marton-Kiore Road. [640, 621, 797, 635]
column-rule [952, 28, 953, 1594]
farmers-successors: (Successors to Gillies and Nalder) [102, 704, 222, 712]
goto: GO TO [1021, 812, 1045, 820]
super-text: We are in a position to supply this in any quantity for next season at Lowest Current Rates, and are now booking orders. [4, 806, 320, 821]
jp-item: Etc., Etc. [859, 1020, 894, 1028]
train-line: Waitara depart 7.12 a.m., 8.3 a.m., 9.45 a.m. [804, 122, 945, 130]
jp-country: COUNTRY ORDERS WILL RECEIVE PROMPT AND CAREFUL [815, 1039, 938, 1055]
war-paragraph: The Spectator says the withdrawal from the Dardanelles was nothing less than a military miracle. Every unit and every officer must have been carefully coached and the minutest timetable arrangements made. The Gallipoli staff has shown that they can achieve the most difficult work with a precision which the Germans must envy. The hard task ahead is the smashing of the threatened attack on Egypt, where the enemy will fight at the greatest disadvantage. [488, 526, 633, 603]
article-paragraph: Mails usually despatched on Saturdays will be closed on Friday nights, December 24th and 31st, at 8 o'clock. On December 27th (Boxing Day) the usual despatch of mails up to 8 a.m. will be made. Pillar boxes, the receivers, and posting boxes will be cleared accordingly. Counter Delivery.—Deliveries of town letters (ordinary and registered) will be made on Friday nights, December 24th and 31st, between 7 and 8 p.m. Letter Carriers' Deliveries.—One complete delivery by all letter-carriers will be made on December 27th. There will be no delivery on either Xmas or New Year's Day. [326, 505, 480, 596]
a2-text: Clients are kindly requested to forward consignments so as to reach me by Friday, January 7. [956, 178, 1110, 200]
war-paragraph: Lieutenant Dartnell, of the League of Frontiersmen, has been awarded the Victoria Cross for most conspicuous bravery on the third of September, at Maktau, in East Africa. During a mounted infantry engagement the enemy's black troops were murdering our wounded, and Dartnell, who was himself wounded, insisted on being left behind in the hope of saving the rest. He lost his life in a most gallant attempt to save his comrades. Lieutenant Dartnell is believed to be the first actor who has received the Victoria Cross. [488, 605, 633, 689]
banks-title: BANKS' [672, 752, 765, 777]
mh-text: MAKE it a point to visit the Mountain with its magnificent gorges, its snow-capped peaks and slopes, and best of all the surrounding forests and reserves. [804, 365, 949, 394]
town: NEW PLYMOUTH [10, 398, 71, 408]
